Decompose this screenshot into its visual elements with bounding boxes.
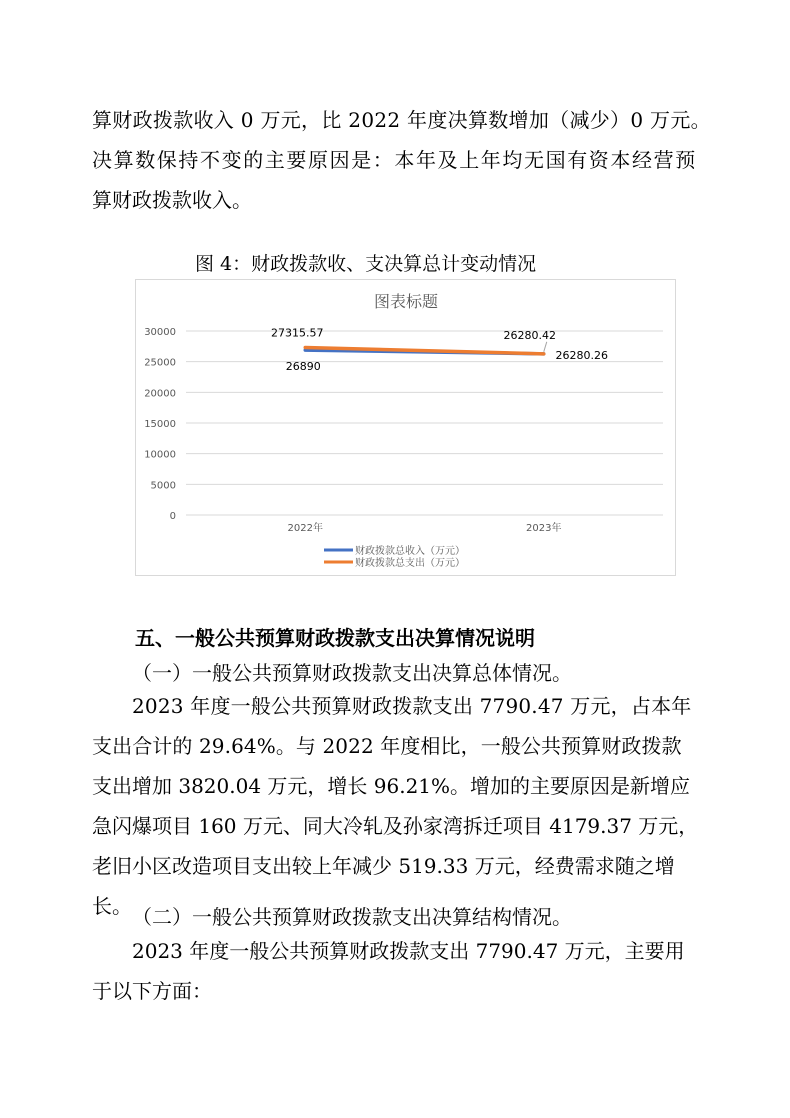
data-label: 26280.42	[503, 328, 556, 342]
intro-line-2: 决算数保持不变的主要原因是：本年及上年均无国有资本经营预	[92, 148, 697, 172]
y-tick-label: 0	[169, 511, 176, 522]
sub1-line-4: 急闪爆项目 160 万元、同大冷轧及孙家湾拆迁项目 4179.37 万元，	[92, 814, 699, 838]
section-heading: 五、一般公共预算财政拨款支出决算情况说明	[135, 626, 535, 650]
y-tick-label: 15000	[144, 419, 176, 430]
intro-paragraph	[92, 100, 711, 220]
sub1-line-2: 支出合计的 29.64%。与 2022 年度相比，一般公共预算财政拨款	[92, 734, 682, 758]
y-tick-label: 5000	[150, 480, 176, 492]
data-label: 26890	[285, 360, 321, 374]
y-tick-label: 30000	[144, 327, 176, 338]
legend-label: 财政拨款总支出（万元）	[355, 558, 465, 569]
sub2-line-2: 于以下方面：	[92, 979, 212, 1003]
intro-line-1: 算财政拨款收入 0 万元，比 2022 年度决算数增加（减少）0 万元。	[92, 108, 711, 132]
data-label: 27315.57	[271, 326, 324, 340]
x-tick-label: 2022年	[287, 523, 323, 534]
y-tick-label: 10000	[144, 449, 176, 461]
chart-title: 图表标题	[373, 292, 439, 311]
y-tick-label: 25000	[144, 357, 176, 369]
y-tick-label: 20000	[144, 388, 176, 400]
sub1-line-6: 长。	[92, 894, 132, 918]
subsection-2-heading: （二）一般公共预算财政拨款支出决算结构情况。	[132, 905, 572, 929]
sub1-line-5: 老旧小区改造项目支出较上年减少 519.33 万元，经费需求随之增	[92, 854, 675, 878]
label-leader-line	[544, 342, 547, 352]
intro-line-3: 算财政拨款收入。	[92, 188, 252, 212]
x-tick-label: 2023年	[526, 523, 562, 534]
line-chart	[136, 280, 677, 577]
chart-container	[135, 279, 676, 576]
figure-caption: 图 4：财政拨款收、支决算总计变动情况	[195, 253, 537, 275]
sub1-line-3: 支出增加 3820.04 万元，增长 96.21%。增加的主要原因是新增应	[92, 774, 691, 798]
sub2-line-1: 2023 年度一般公共预算财政拨款支出 7790.47 万元，主要用	[132, 939, 685, 963]
sub1-line-1: 2023 年度一般公共预算财政拨款支出 7790.47 万元，占本年	[132, 694, 692, 718]
subsection-2-paragraph	[92, 931, 685, 1011]
data-label: 26280.26	[555, 348, 608, 362]
legend-label: 财政拨款总收入（万元）	[355, 546, 465, 557]
subsection-1-heading: （一）一般公共预算财政拨款支出决算总体情况。	[132, 661, 572, 685]
subsection-1-paragraph	[92, 686, 699, 926]
